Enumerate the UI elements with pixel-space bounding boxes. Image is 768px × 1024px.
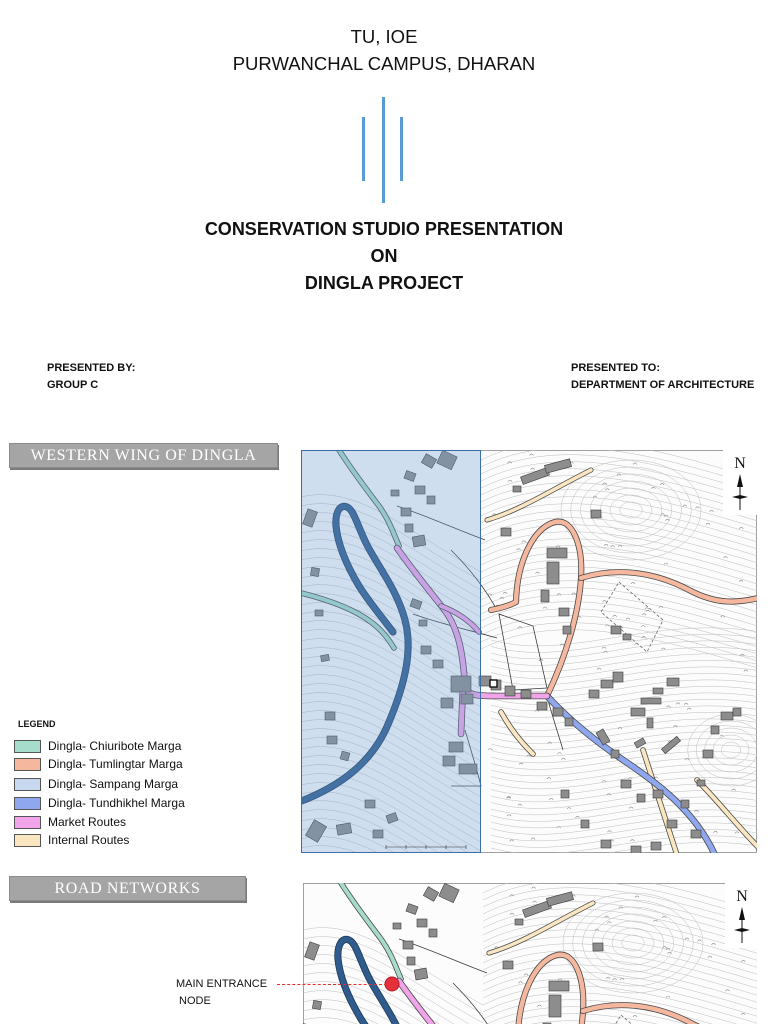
legend-label: Dingla- Chiuribote Marga	[48, 739, 182, 753]
legend-item-tumlingtar	[14, 757, 183, 771]
landmark-marker	[490, 680, 497, 687]
legend-swatch	[14, 778, 41, 791]
legend-label: Market Routes	[48, 815, 127, 829]
building	[581, 820, 589, 828]
legend-heading: LEGEND	[18, 719, 56, 729]
presented-by-label: PRESENTED BY:	[47, 362, 136, 374]
building	[505, 686, 515, 696]
legend-label: Dingla- Tumlingtar Marga	[48, 757, 183, 771]
building	[631, 846, 641, 853]
legend-swatch	[14, 834, 41, 847]
main-entrance-node	[385, 977, 399, 991]
main-entrance-label: MAIN ENTRANCE	[176, 978, 268, 990]
node-label: NODE	[179, 995, 211, 1007]
building	[667, 820, 677, 828]
legend-item-chiuribote	[14, 739, 181, 753]
building	[631, 708, 645, 716]
legend-label: Internal Routes	[48, 833, 130, 847]
building	[667, 678, 679, 686]
campus-name: PURWANCHAL CAMPUS, DHARAN	[232, 53, 536, 74]
building	[549, 981, 569, 991]
building	[589, 690, 599, 698]
building	[414, 968, 428, 980]
building	[601, 840, 611, 848]
building	[549, 995, 561, 1017]
building	[403, 941, 413, 949]
legend-swatch	[14, 797, 41, 810]
building	[553, 708, 563, 716]
building	[417, 919, 427, 927]
north-label: N	[736, 888, 748, 905]
road-networks-banner: ROAD NETWORKS	[9, 876, 246, 901]
building	[565, 718, 573, 726]
building	[647, 718, 653, 728]
building	[547, 562, 559, 584]
presented-by-value: GROUP C	[47, 379, 99, 391]
legend-swatch	[14, 758, 41, 771]
north-arrow	[725, 883, 757, 948]
building	[429, 929, 437, 937]
building	[521, 690, 531, 698]
legend-label: Dingla- Sampang Marga	[48, 777, 179, 791]
building	[513, 486, 521, 492]
building	[703, 750, 713, 758]
building	[651, 842, 661, 850]
presentation-title-line-1: CONSERVATION STUDIO PRESENTATION	[204, 219, 564, 239]
building	[611, 750, 619, 758]
building	[601, 680, 613, 688]
divider-line-center	[382, 97, 385, 203]
building	[537, 702, 547, 710]
western-wing-overlay	[302, 451, 481, 853]
institution-name: TU, IOE	[350, 26, 418, 47]
building	[697, 780, 705, 786]
building	[547, 548, 567, 558]
building	[623, 634, 631, 640]
building	[563, 626, 571, 634]
legend-swatch	[14, 816, 41, 829]
building	[641, 698, 661, 704]
presentation-title-line-2: ON	[370, 246, 398, 266]
building	[501, 528, 511, 536]
building	[559, 608, 569, 616]
building	[711, 726, 719, 734]
building	[541, 590, 549, 602]
north-label: N	[734, 455, 746, 472]
legend-item-internal-routes	[14, 833, 129, 847]
western-wing-banner: WESTERN WING OF DINGLA	[9, 443, 278, 468]
divider-line-left	[362, 117, 365, 181]
building	[653, 688, 663, 694]
building	[637, 794, 645, 802]
entrance-leader-line	[277, 984, 387, 985]
north-arrow	[723, 450, 757, 515]
building	[613, 672, 623, 682]
divider-line-right	[400, 117, 403, 181]
legend-item-sampang	[14, 777, 178, 791]
western-wing-map	[301, 450, 757, 853]
building	[653, 790, 663, 798]
building	[312, 1000, 321, 1009]
building	[561, 790, 569, 798]
building	[407, 957, 415, 965]
building	[591, 510, 601, 518]
building	[611, 626, 621, 634]
presentation-title-line-3: DINGLA PROJECT	[304, 273, 464, 293]
building	[503, 961, 513, 969]
building	[733, 708, 741, 716]
road-networks-map	[303, 883, 757, 1024]
building	[721, 712, 733, 720]
building	[691, 830, 701, 838]
building	[593, 943, 603, 951]
legend-label: Dingla- Tundhikhel Marga	[48, 796, 185, 810]
legend-item-tundhikhel	[14, 796, 185, 810]
building	[515, 919, 523, 925]
legend-item-market-routes	[14, 815, 126, 829]
legend-swatch	[14, 740, 41, 753]
building	[393, 923, 401, 929]
presented-to-label: PRESENTED TO:	[571, 362, 661, 374]
building	[681, 800, 689, 808]
building	[621, 780, 631, 788]
presented-to-value: DEPARTMENT OF ARCHITECTURE	[571, 379, 755, 391]
